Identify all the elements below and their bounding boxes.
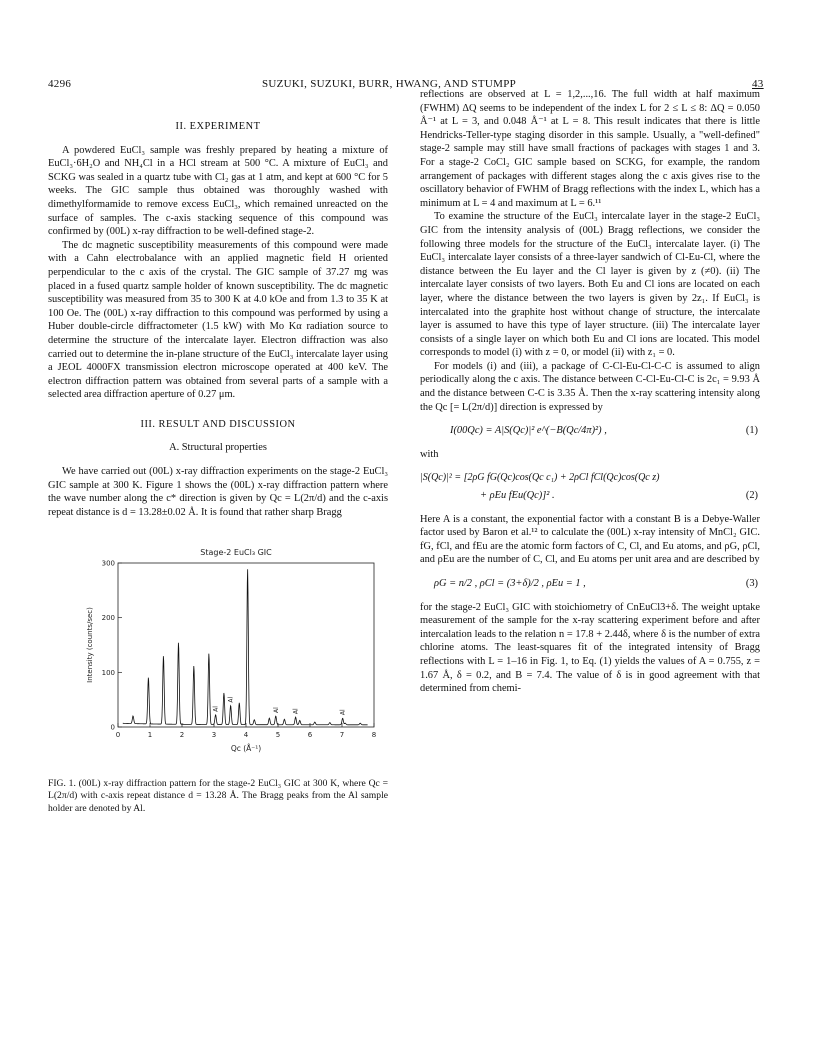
paragraph: A powdered EuCl₃ sample was freshly prepared by heating a mixture of EuCl₃·6H₂O and NH₄Cl in a HCl stream at 500 °C. A mixture of EuCl₃ and SCKG was sealed in a quartz tube with Cl₂ gas at 1 atm, and kept at 600 °C for 5 weeks. The GIC sample thus obtained was thoroughly washed with dimethylformamide to remove excess EuCl₃, which remained unreacted on the surface of samples. The c-axis stacking sequence of this compound was confirmed by (00L) x-ray diffraction to be well-defined stage-2.	[48, 144, 388, 238]
paragraph: For models (i) and (iii), a package of C-Cl-Eu-Cl-C-C is assumed to align periodically along the c axis. The distance between C-Cl-Eu-Cl-C is 2c₁ = 9.93 Å and the distance between C-C is 3.35 Å. Then the x-ray scattering intensity along the Qc [= L(2π/d)] direction is expressed by	[420, 360, 760, 413]
volume-number: 43	[752, 78, 764, 90]
x-tick-label: 0	[115, 731, 121, 740]
y-tick-label: 300	[101, 559, 115, 568]
x-tick-label: 4	[243, 731, 249, 740]
equation-1-body: I(00Qc) = A|S(Qc)|² e^(−B(Qc/4π)²) ,	[450, 425, 607, 437]
right-column	[420, 80, 760, 696]
subsection-heading: A. Structural properties	[169, 442, 267, 454]
x-tick-label: 3	[211, 731, 217, 740]
equation-2-line-2: + ρEu fEu(Qc)]² .	[480, 490, 555, 502]
section-heading-experiment: II. EXPERIMENT	[175, 121, 261, 132]
left-column	[48, 110, 388, 815]
equation-1-number: (1)	[745, 425, 758, 437]
equation-2-line-1: |S(Qc)|² = [2ρG fG(Qc)cos(Qc c₁) + 2ρCl fCl(Qc)cos(Qc z)	[420, 472, 660, 484]
equation-2-number: (2)	[745, 490, 758, 502]
al-peak-label: Al	[272, 707, 280, 714]
equation-1	[420, 424, 760, 438]
paragraph: We have carried out (00L) x-ray diffraction experiments on the stage-2 EuCl₃ GIC sample at 300 K. Figure 1 shows the (00L) x-ray diffraction pattern where the wave number along the c* direction is given by Qc = L(2π/d) and the c-axis repeat distance is d = 13.28±0.02 Å. It is found that rather sharp Bragg	[48, 466, 388, 518]
paragraph: with	[420, 448, 439, 460]
section-heading-results: III. RESULT AND DISCUSSION	[140, 418, 296, 430]
paragraph: The dc magnetic susceptibility measurements of this compound were made with a Cahn electrobalance with an applied magnetic field H oriented perpendicular to the c axis of the crystal. The GIC sample of 37.27 mg was placed in a fused quartz sample holder of known susceptibility. The dc magnetic susceptibility was measured from 35 to 300 K at 4.0 kOe and from 1.3 to 35 K at 100 Oe. The (00L) x-ray diffraction to this compound was performed by using a Huber double-circle diffractometer (1.5 kW) with Mo Kα radiation source to determine the structure of the intercalate layer. Electron diffraction was also carried out to determine the in-plane structure of the EuCl₃ intercalate layer using a JEOL 4000FX transmission electron microscope operated at 400 keV. The electron diffraction pattern was obtained from several parts of a sample with a selected area diffraction aperture of 0.27 μm.	[48, 239, 388, 401]
paragraph: reflections are observed at L = 1,2,...,16. The full width at half maximum (FWHM) ΔQ seems to be independent of the index L for 2 ≤ L ≤ 8: ΔQ = 0.050 Å⁻¹ at L = 3, and 0.048 Å⁻¹ at L = 8. This result indicates that there is little Hendricks-Teller-type staging disorder in this sample. Usually, a "well-defined" stage-2 sample may still have small fractions of packages with stages 1 and 3. For a stage-2 CoCl₂ GIC sample based on SCKG, for example, the random arrangement of packages with different stages along the c axis gives rise to the oscillatory behavior of FWHM of Bragg reflections with the index L, which has a minimum at L = 4 and maximum at L = 6.¹¹	[420, 89, 760, 209]
figure-1	[48, 535, 388, 815]
running-head-authors: SUZUKI, SUZUKI, BURR, HWANG, AND STUMPP	[262, 78, 517, 90]
equation-3	[420, 577, 760, 591]
al-peak-label: Al	[227, 697, 235, 704]
y-tick-label: 0	[110, 723, 115, 732]
chart-title: Stage-2 EuCl₃ GIC	[200, 548, 272, 558]
y-axis-label: Intensity (counts/sec)	[86, 607, 94, 684]
x-tick-label: 6	[307, 731, 313, 740]
page-number: 4296	[48, 78, 72, 90]
equation-3-number: (3)	[745, 578, 758, 589]
y-tick-label: 200	[101, 614, 115, 623]
x-tick-label: 7	[339, 731, 345, 740]
data-series	[123, 570, 368, 726]
equation-3-body: ρG = n/2 , ρCl = (3+δ)/2 , ρEu = 1 ,	[434, 578, 586, 589]
x-tick-label: 2	[179, 731, 185, 740]
al-peak-label: Al	[212, 706, 220, 713]
equation-2	[420, 471, 760, 502]
y-tick-label: 100	[101, 669, 115, 678]
al-peak-label: Al	[292, 708, 300, 715]
paragraph: for the stage-2 EuCl₃ GIC with stoichiometry of CnEuCl3+δ. The weight uptake measurement of the sample for the x-ray scattering experiment before and after intercalation leads to the relation n = 17.8 + 2.44δ, where δ is the number of extra chlorine atoms. The least-squares fit of the integrated intensity of Bragg reflections with L = 1–16 in Fig. 1, to Eq. (1) yields the values of A = 0.755, z = 1.67 Å, δ = 0.2, and B = 7.4. The value of δ is in good agreement with that determined from chemi-	[420, 601, 760, 695]
paragraph: To examine the structure of the EuCl₃ intercalate layer in the stage-2 EuCl₃ GIC from the intensity analysis of (00L) Bragg reflections, we consider the following three models for the structure of the EuCl₃ intercalate layer. (i) The EuCl₃ intercalate layer consists of a three-layer sandwich of Cl-Eu-Cl, where the distance between the Eu layer and the Cl layer is given by z (≠0). (ii) The intercalate layer consists of two layers. Both Eu and Cl ions are located on each layer, where the distance between the two layers is given by 2z₁. If EuCl₃ is intercalated into the graphite host without change of structure, the intercalate layer is assumed to have this type of layer structure. (iii) The intercalate layer consists of a single layer on which both Eu and Cl ions are located. This model corresponds to model (i) with z = 0, or model (ii) with z₁ = 0.	[420, 211, 760, 359]
x-tick-label: 1	[147, 731, 153, 740]
x-tick-label: 5	[275, 731, 281, 740]
paragraph: Here A is a constant, the exponential factor with a constant B is a Debye-Waller factor used by Baron et al.¹² to calculate the (00L) x-ray intensity of MnCl₂ GIC. fG, fCl, and fEu are the atomic form factors of C, Cl, and Eu atoms, and ρG, ρCl, and ρEu are the number of C, Cl, and Eu atoms per unit area and are described by	[420, 513, 760, 566]
figure-caption: FIG. 1. (00L) x-ray diffraction pattern for the stage-2 EuCl₃ GIC at 300 K, where Qc = L(2π/d) with c-axis repeat distance d = 13.28 Å. The Bragg peaks from the Al sample holder are denoted by Al.	[48, 778, 388, 814]
x-tick-label: 8	[371, 731, 377, 740]
x-axis-label: Qc (Å⁻¹)	[230, 744, 262, 754]
xrd-chart	[48, 535, 388, 767]
al-peak-label: Al	[339, 709, 347, 716]
